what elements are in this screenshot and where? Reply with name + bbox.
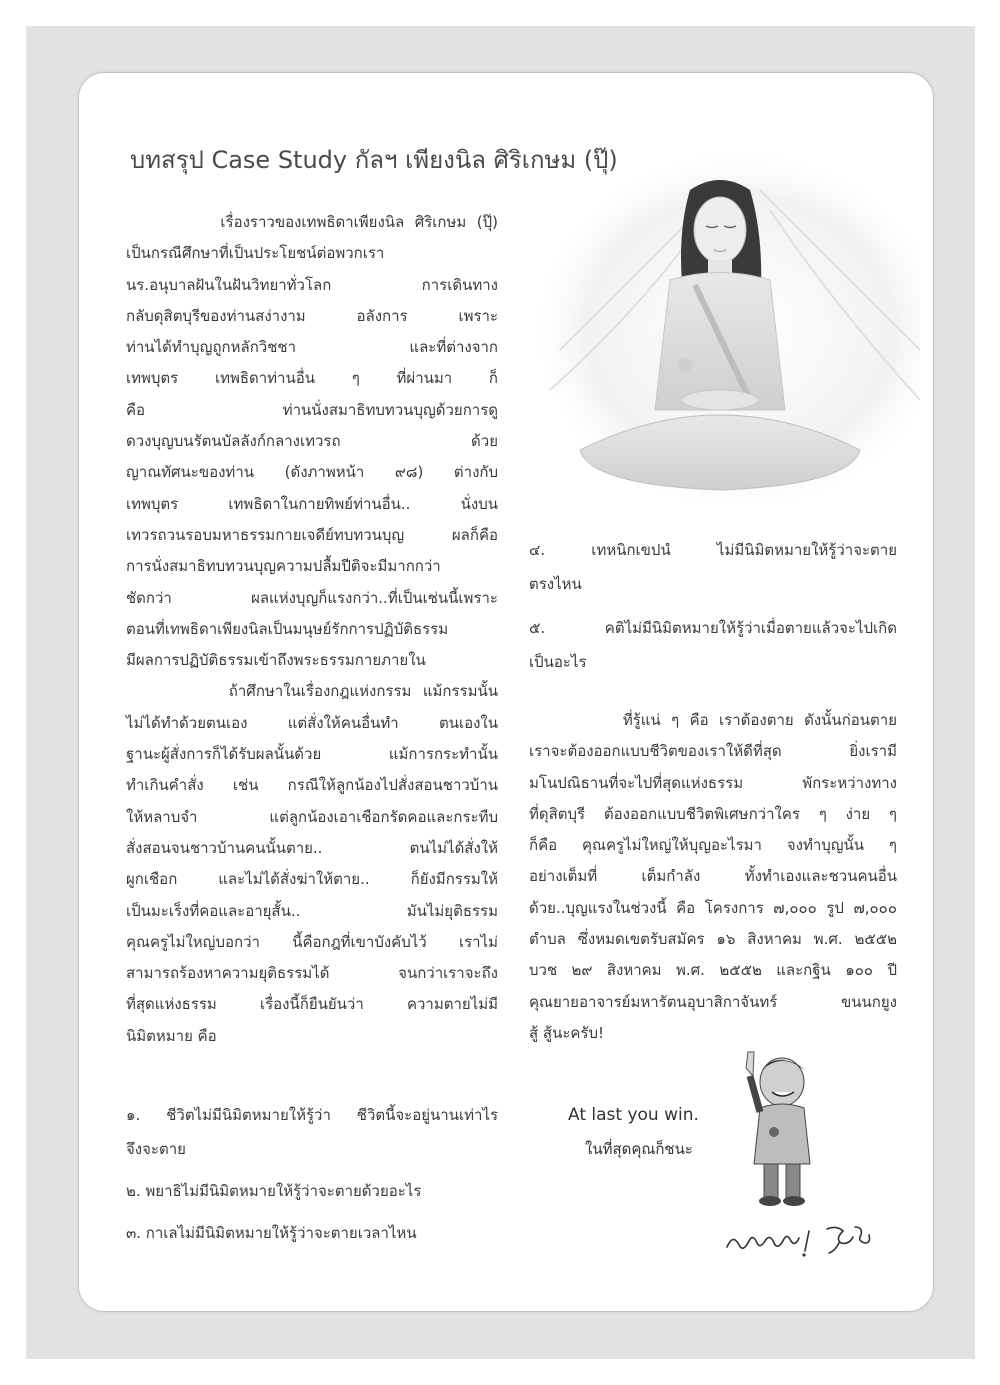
- page-title: บทสรุป Case Study กัลฯ เพียงนิล ศิริเกษม (ปุ๊): [130, 146, 618, 174]
- text-line: ที่รู้แน่ ๆ คือ เราต้องตาย ดังนั้นก่อนตาย: [529, 711, 897, 729]
- text-line: คือ ท่านนั่งสมาธิทบทวนบุญด้วยการดู: [126, 400, 498, 419]
- text-line: เทพบุตร เทพธิดาในกายทิพย์ท่านอื่น.. นั่งบน: [126, 494, 498, 513]
- text-line: สู้ สู้นะครับ!: [529, 1023, 605, 1042]
- text-line: เป็นมะเร็งที่คอและอายุสั้น.. มันไม่ยุติธรรม: [126, 901, 498, 920]
- list-item-continuation: จึงจะตาย: [126, 1140, 186, 1158]
- text-line: ถ้าศึกษาในเรื่องกฎแห่งกรรม แม้กรรมนั้น: [126, 682, 498, 701]
- text-line: เรื่องราวของเทพธิดาเพียงนิล ศิริเกษม (ปุ๊): [126, 213, 498, 231]
- text-line: ญาณทัศนะของท่าน (ดังภาพหน้า ๙๘) ต่างกับ: [126, 463, 498, 482]
- list-item: ๑. ชีวิตไม่มีนิมิตหมายให้รู้ว่า ชีวิตนี้จะอยู่นานเท่าไร: [126, 1106, 498, 1124]
- text-line: คุณครูไม่ใหญ่บอกว่า นี้คือกฎที่เขาบังคับไว้ เราไม่: [126, 932, 498, 951]
- text-line: ด้วย..บุญแรงในช่วงนี้ คือ โครงการ ๗,๐๐๐ รูป ๗,๐๐๐: [529, 898, 897, 917]
- text-line: นร.อนุบาลฝันในฝันวิทยาทั่วโลก การเดินทาง: [126, 275, 498, 294]
- text-line: เป็นกรณีศึกษาที่เป็นประโยชน์ต่อพวกเรา: [126, 244, 385, 263]
- text-line: ที่สุดแห่งธรรม เรื่องนี้ก็ยืนยันว่า ความตายไม่มี: [126, 995, 498, 1014]
- text-line: มโนปณิธานที่จะไปที่สุดแห่งธรรม พักระหว่างทาง: [529, 773, 897, 792]
- text-line: ท่านได้ทำบุญถูกหลักวิชชา และที่ต่างจาก: [126, 338, 498, 357]
- handwritten-signature: [723, 1213, 883, 1263]
- text-line: สามารถร้องหาความยุติธรรมได้ จนกว่าเราจะถึง: [126, 964, 498, 983]
- list-item-continuation: ตรงไหน: [529, 575, 582, 593]
- list-item: ๕. คติไม่มีนิมิตหมายให้รู้ว่าเมื่อตายแล้วจะไปเกิด: [529, 619, 897, 637]
- text-line: ให้หลาบจำ แต่ลูกน้องเอาเชือกรัดคอและกระทืบ: [126, 807, 498, 826]
- text-line: มีผลการปฏิบัติธรรมเข้าถึงพระธรรมกายภายใน: [126, 651, 426, 670]
- right-list: [529, 533, 897, 679]
- text-line: คุณยายอาจารย์มหารัตนอุบาสิกาจันทร์ ขนนกยูง: [529, 992, 897, 1011]
- text-line: เทวรถวนรอบมหาธรรมกายเจดีย์ทบทวนบุญ ผลก็คือ: [126, 525, 498, 544]
- left-column-text: [126, 207, 498, 1052]
- text-line: ตำบล ซึ่งหมดเขตรับสมัคร ๑๖ สิงหาคม พ.ศ. ๒๕๕๒: [529, 930, 897, 949]
- text-line: การนั่งสมาธิทบทวนบุญความปลื้มปีติจะมีมากกว่า: [126, 557, 441, 576]
- text-line: นิมิตหมาย คือ: [126, 1026, 217, 1045]
- text-line: ฐานะผู้สั่งการก็ได้รับผลนั้นด้วย แม้การกระทำนั้น: [126, 745, 498, 764]
- list-item-continuation: เป็นอะไร: [529, 653, 587, 671]
- text-line: ดวงบุญบนรัตนบัลลังก์กลางเทวรถ ด้วย: [126, 432, 498, 451]
- left-list: [126, 1098, 498, 1250]
- closing-english: At last you win.: [568, 1105, 699, 1125]
- text-line: ผูกเชือก และไม่ได้สั่งฆ่าให้ตาย.. ก็ยังมีกรรมให้: [126, 870, 498, 889]
- closing-thai: ในที่สุดคุณก็ชนะ: [585, 1140, 693, 1158]
- text-line: เทพบุตร เทพธิดาท่านอื่น ๆ ที่ผ่านมา ก็: [126, 369, 498, 388]
- list-item: ๓. กาเลไม่มีนิมิตหมายให้รู้ว่าจะตายเวลาไหน: [126, 1224, 417, 1242]
- text-line: บวช ๒๙ สิงหาคม พ.ศ. ๒๕๕๒ และกฐิน ๑๐๐ ปี: [529, 961, 897, 980]
- right-column-text: [529, 705, 897, 1049]
- text-line: ก็คือ คุณครูไม่ใหญ่ให้บุญอะไรมา จงทำบุญนั้น ๆ: [529, 836, 897, 855]
- list-item: ๔. เทหนิกเขปนํ ไม่มีนิมิตหมายให้รู้ว่าจะตาย: [529, 541, 897, 559]
- cartoon-man-pointing-illustration: [738, 1048, 828, 1208]
- list-item: ๒. พยาธิไม่มีนิมิตหมายให้รู้ว่าจะตายด้วยอะไร: [126, 1182, 422, 1200]
- text-line: ชัดกว่า ผลแห่งบุญก็แรงกว่า..ที่เป็นเช่นนี้เพราะ: [126, 588, 498, 607]
- text-line: เราจะต้องออกแบบชีวิตของเราให้ดีที่สุด ยิ่งเรามี: [529, 742, 897, 761]
- text-line: ไม่ได้ทำด้วยตนเอง แต่สั่งให้คนอื่นทำ ตนเองใน: [126, 713, 498, 732]
- text-line: ที่ดุสิตบุรี ต้องออกแบบชีวิตพิเศษกว่าใคร ๆ ง่าย ๆ: [529, 804, 897, 823]
- text-line: กลับดุสิตบุรีของท่านสง่างาม อลังการ เพราะ: [126, 306, 498, 325]
- meditating-deity-illustration: [520, 150, 920, 510]
- text-line: อย่างเต็มที่ เต็มกำลัง ทั้งทำเองและชวนคนอื่น: [529, 867, 897, 886]
- text-line: ทำเกินคำสั่ง เช่น กรณีให้ลูกน้องไปสั่งสอนชาวบ้าน: [126, 776, 498, 795]
- text-line: ตอนที่เทพธิดาเพียงนิลเป็นมนุษย์รักการปฏิบัติธรรม: [126, 619, 449, 638]
- text-line: สั่งสอนจนชาวบ้านคนนั้นตาย.. ตนไม่ได้สั่งให้: [126, 838, 498, 857]
